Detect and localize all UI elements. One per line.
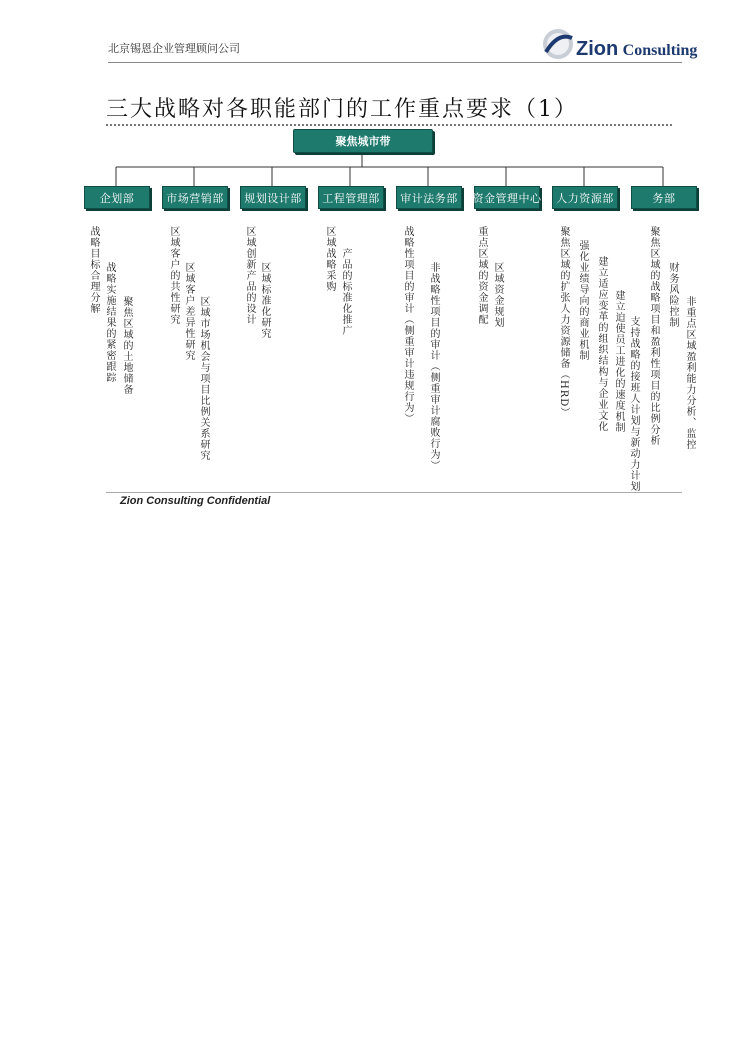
dept-item: 建立迫使员工进化的速度机制 [613, 290, 624, 433]
dept-item: 重点区域的资金调配 [476, 226, 487, 325]
dept-funds: 资金管理中心 [474, 186, 540, 209]
dept-engineering: 工程管理部 [318, 186, 384, 209]
dept-item: 支持战略的接班人计划与新动力计划 [628, 316, 639, 492]
dept-item: 强化业绩导向的商业机制 [577, 240, 588, 361]
focus-city-belt-node: 聚焦城市带 [293, 129, 433, 153]
dept-item: 建立适应变革的组织结构与企业文化 [596, 256, 607, 432]
page-title: 三大战略对各职能部门的工作重点要求（1） [106, 97, 578, 122]
dept-item: 区域战略采购 [324, 226, 335, 292]
dept-item: 区域资金规划 [492, 262, 503, 328]
dept-hr: 人力资源部 [552, 186, 618, 209]
dept-item: 聚焦区域的战略项目和盈利性项目的比例分析 [648, 226, 659, 446]
dept-item: 区域创新产品的设计 [244, 226, 255, 325]
dept-item: 产品的标准化推广 [340, 248, 351, 336]
footer-divider [106, 492, 682, 493]
dept-item: 聚焦区域的扩张人力资源储备（HRD） [558, 226, 569, 419]
dept-item: 战略性项目的审计（侧重审计违规行为） [402, 226, 413, 424]
dept-item: 战略目标合理分解 [88, 226, 99, 314]
dept-item: 区域客户差异性研究 [183, 262, 194, 361]
logo-suffix: Consulting [622, 42, 698, 59]
dept-planning: 企划部 [84, 186, 150, 209]
dept-item: 非重点区域盈利能力分析、监控 [684, 296, 695, 450]
dept-finance: 务部 [631, 186, 697, 209]
dept-item: 战略实施结果的紧密跟踪 [104, 262, 115, 383]
dept-item: 非战略性项目的审计（侧重审计腐败行为） [428, 262, 439, 471]
dept-item: 区域标准化研究 [259, 262, 270, 339]
confidential-notice: Zion Consulting Confidential [120, 495, 271, 507]
dept-item: 聚焦区域的土地储备 [121, 296, 132, 395]
dept-audit-legal: 审计法务部 [396, 186, 462, 209]
company-name: 北京锡恩企业管理顾问公司 [108, 42, 240, 55]
dept-item: 区域客户的共性研究 [168, 226, 179, 325]
dept-item: 区域市场机会与项目比例关系研究 [198, 296, 209, 461]
dept-design: 规划设计部 [240, 186, 306, 209]
dept-marketing: 市场营销部 [162, 186, 228, 209]
logo-brand: Zion [576, 38, 619, 60]
dept-item: 财务风险控制 [667, 262, 678, 328]
